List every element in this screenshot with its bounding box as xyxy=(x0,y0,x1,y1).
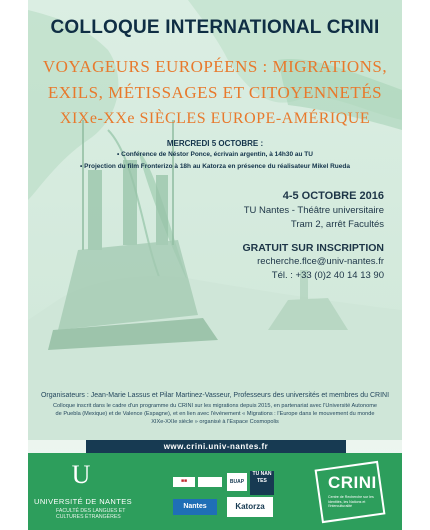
contact-phone: Tél. : +33 (0)2 40 14 13 90 xyxy=(271,270,384,281)
event-bullet-film: • Projection du film Fronterizo à 18h au Katorza en présence du réalisateur Mikel Rueda xyxy=(80,163,350,170)
subtitle-line-3: XIXe-XXe SIÈCLES EUROPE-AMÉRIQUE xyxy=(59,110,371,127)
organisers-line: Organisateurs : Jean-Marie Lassus et Pilar Martinez-Vasseur, Professeurs des universités et membres du CRINI xyxy=(40,392,390,399)
nantes-city-logo: Nantes xyxy=(173,499,217,515)
event-dates: 4-5 OCTOBRE 2016 xyxy=(282,190,384,202)
event-bullet-conference: • Conférence de Néstor Ponce, écrivain argentin, à 14h30 au TU xyxy=(117,151,313,158)
event-venue: TU Nantes - Théâtre universitaire xyxy=(243,205,384,216)
subtitle-line-1: VOYAGEURS EUROPÉENS : MIGRATIONS, xyxy=(42,57,388,76)
subtitle-line-2: EXILS, MÉTISSAGES ET CITOYENNETÉS xyxy=(47,83,383,102)
free-registration: GRATUIT SUR INSCRIPTION xyxy=(242,242,384,254)
tu-nantes-logo: TU NAN TES xyxy=(250,471,274,495)
note-line-2: de Puebla (Mexique) et de Valence (Espagne), et en lien avec l'événement « Migrations : l'Europe dans le mouvement du monde xyxy=(55,411,375,417)
buap-logo: BUAP xyxy=(227,473,247,491)
note-line-1: Colloque inscrit dans le cadre d'un programme du CRINI sur les migrations depuis 2015, en partenariat avec l'Université Autonome xyxy=(53,403,377,409)
wednesday-heading: MERCREDI 5 OCTOBRE : xyxy=(166,139,264,148)
sponsor-footer xyxy=(28,453,402,530)
faculty-name: FACULTÉ DES LANGUES ET CULTURES ÉTRANGÈRES xyxy=(56,508,126,520)
tram-stop: Tram 2, arrêt Facultés xyxy=(290,219,384,230)
katorza-logo: Katorza xyxy=(227,497,273,517)
note-line-3: XIXe-XXIe siècle » organisé à l'Espace Cosmopolis xyxy=(151,419,279,425)
partner-logo-text xyxy=(198,477,222,487)
university-logo-icon: U xyxy=(71,460,91,489)
crini-logo: CRINI xyxy=(328,473,377,492)
university-name: UNIVERSITÉ DE NANTES xyxy=(34,497,133,506)
contact-email[interactable]: recherche.flce@univ-nantes.fr xyxy=(257,256,384,267)
website-url[interactable]: www.crini.univ-nantes.fr xyxy=(86,440,346,453)
poster-title: COLLOQUE INTERNATIONAL CRINI xyxy=(50,17,380,38)
colloquium-poster xyxy=(28,0,402,530)
partner-logo-red: ■■ xyxy=(173,477,195,487)
crini-logo-subtitle: Centre de Recherche sur les Identités, les Nations et l'Interculturalité xyxy=(328,495,374,508)
